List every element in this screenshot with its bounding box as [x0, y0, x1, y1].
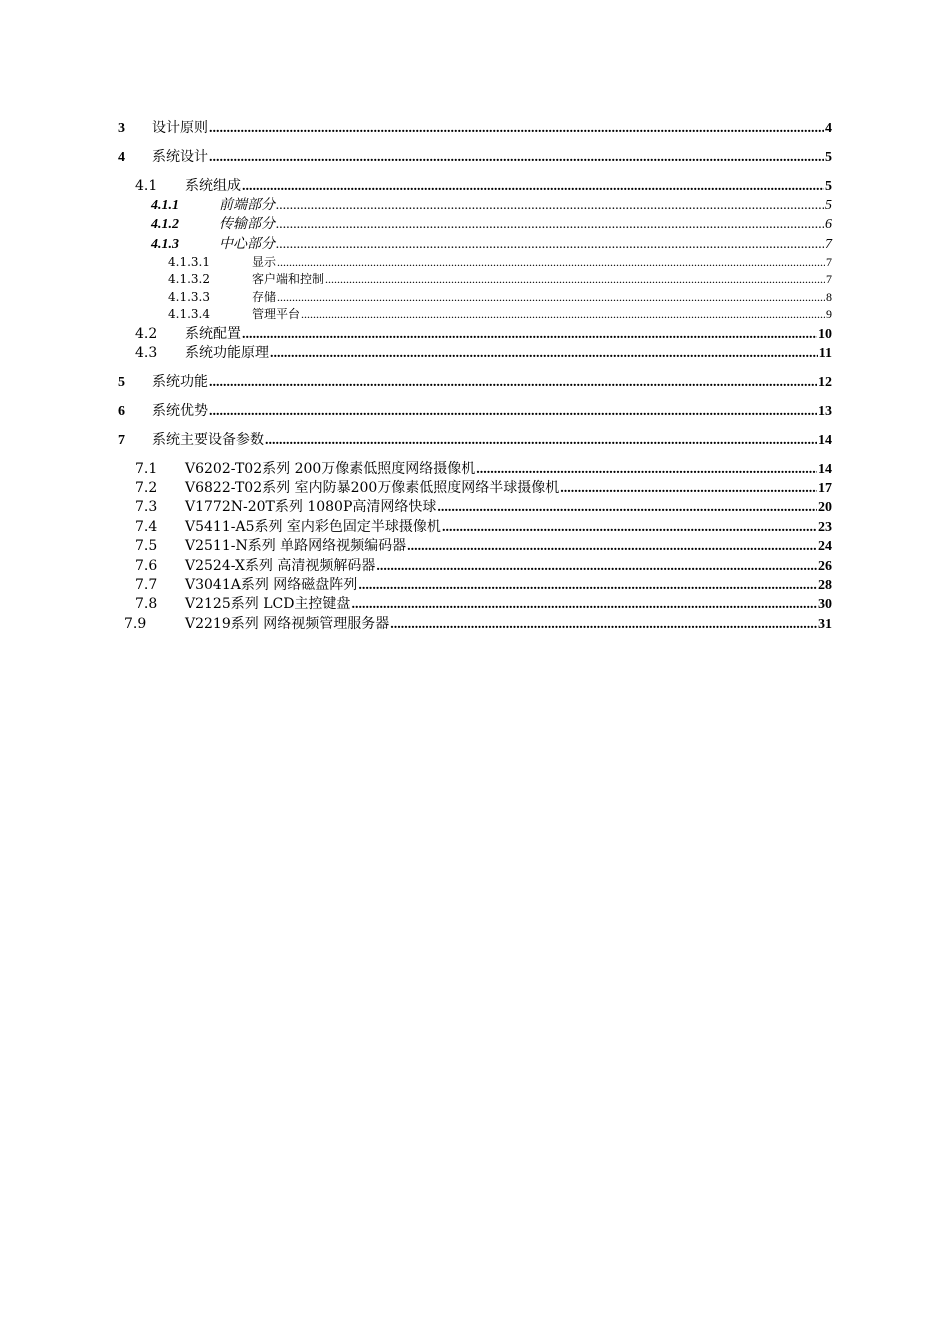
toc-number: 4.1.3.2: [168, 272, 210, 286]
toc-page: 13: [818, 404, 832, 419]
toc-leader: [209, 376, 817, 390]
toc-entry-7-7[interactable]: [135, 578, 832, 593]
toc-leader: [351, 598, 817, 612]
toc-page: 14: [818, 433, 832, 448]
toc-page: 30: [818, 597, 832, 612]
toc-leader: [560, 482, 817, 496]
toc-leader: [277, 291, 825, 303]
toc-entry-7-5[interactable]: [135, 539, 832, 554]
toc-entry-7-2[interactable]: [135, 481, 832, 496]
toc-leader: [209, 122, 824, 136]
toc-title: 设计原则: [152, 120, 208, 136]
toc-title: 传输部分: [219, 216, 275, 232]
toc-page: 6: [825, 217, 832, 232]
toc-number: 4.1: [135, 178, 158, 194]
toc-title: 中心部分: [219, 236, 275, 252]
toc-page: 26: [818, 559, 832, 574]
toc-title: V2125系列 LCD主控键盘: [185, 596, 351, 612]
toc-number: 7.4: [135, 519, 158, 535]
toc-entry-4-1-3-3[interactable]: [168, 291, 832, 303]
toc-entry-7-1[interactable]: [135, 462, 832, 477]
toc-number: 7.5: [135, 538, 158, 554]
toc-leader: [376, 560, 817, 574]
toc-number: 4.1.3.1: [168, 255, 210, 269]
toc-entry-4-1-3-4[interactable]: [168, 308, 832, 320]
toc-number: 7.2: [135, 480, 158, 496]
toc-number: 4.1.1: [151, 198, 179, 213]
toc-page: 7: [826, 255, 832, 269]
toc-number: 7.9: [124, 616, 147, 632]
toc-number: 7.7: [135, 577, 158, 593]
toc-leader: [276, 238, 824, 252]
toc-title: V2524-X系列 高清视频解码器: [185, 558, 376, 574]
toc-title: V5411-A5系列 室内彩色固定半球摄像机: [185, 519, 441, 535]
toc-page: 10: [818, 327, 832, 342]
toc-entry-3[interactable]: [118, 121, 832, 136]
toc-leader: [242, 180, 824, 194]
toc-page: 17: [818, 481, 832, 496]
toc-page: 31: [818, 617, 832, 632]
toc-number: 4.1.3.3: [168, 290, 210, 304]
toc-number: 7.1: [135, 461, 158, 477]
toc-title: 系统主要设备参数: [152, 432, 264, 448]
toc-entry-4-1-3[interactable]: [151, 237, 832, 252]
toc-number: 6: [118, 404, 125, 419]
toc-page: 5: [825, 150, 832, 165]
toc-page: 7: [825, 237, 832, 252]
toc-number: 3: [118, 121, 125, 136]
toc-title: 客户端和控制: [252, 272, 325, 286]
toc-page: 12: [818, 375, 832, 390]
toc-title: 管理平台: [252, 307, 301, 321]
toc-title: 显示: [252, 255, 277, 269]
toc-page: 9: [826, 307, 832, 321]
toc-leader: [325, 273, 825, 285]
toc-leader: [276, 218, 824, 232]
toc-leader: [476, 463, 817, 477]
toc-number: 4.1.3.4: [168, 307, 210, 321]
toc-entry-4-1[interactable]: [135, 179, 832, 194]
toc-number: 4.2: [135, 326, 158, 342]
toc-leader: [242, 328, 817, 342]
toc-title: 前端部分: [219, 197, 275, 213]
toc-leader: [390, 618, 817, 632]
toc-title: V6202-T02系列 200万像素低照度网络摄像机: [185, 461, 476, 477]
toc-entry-4-1-3-2[interactable]: [168, 273, 832, 285]
toc-entry-7-6[interactable]: [135, 559, 832, 574]
toc-number: 4.1.3: [151, 237, 179, 252]
toc-leader: [442, 521, 817, 535]
toc-number: 4.1.2: [151, 217, 179, 232]
toc-title: V1772N-20T系列 1080P高清网络快球: [185, 499, 437, 515]
toc-page: 20: [818, 500, 832, 515]
toc-entry-4-1-1[interactable]: [151, 198, 832, 213]
toc-title: 系统优势: [152, 403, 208, 419]
toc-leader: [209, 151, 824, 165]
toc-entry-7-3[interactable]: [135, 500, 832, 515]
toc-leader: [358, 579, 817, 593]
toc-page: 5: [825, 198, 832, 213]
toc-entry-4-3[interactable]: [135, 346, 832, 361]
toc-title: 系统组成: [185, 178, 241, 194]
toc-leader: [437, 501, 817, 515]
toc-leader: [277, 256, 825, 268]
toc-leader: [270, 347, 818, 361]
toc-title: V2511-N系列 单路网络视频编码器: [185, 538, 407, 554]
toc-entry-7-8[interactable]: [135, 597, 832, 612]
toc-leader: [209, 405, 817, 419]
toc-title: 系统功能: [152, 374, 208, 390]
toc-entry-4-1-2[interactable]: [151, 217, 832, 232]
toc-number: 7.6: [135, 558, 158, 574]
toc-entry-4[interactable]: [118, 150, 832, 165]
toc-title: 存储: [252, 290, 277, 304]
toc-entry-7[interactable]: [118, 433, 832, 448]
toc-title: V3041A系列 网络磁盘阵列: [185, 577, 358, 593]
toc-title: 系统功能原理: [185, 345, 269, 361]
toc-number: 7.8: [135, 596, 158, 612]
toc-entry-5[interactable]: [118, 375, 832, 390]
toc-number: 7.3: [135, 499, 158, 515]
toc-title: V6822-T02系列 室内防暴200万像素低照度网络半球摄像机: [185, 480, 560, 496]
toc-page: 11: [818, 346, 832, 361]
toc-number: 4.3: [135, 345, 158, 361]
toc-entry-6[interactable]: [118, 404, 832, 419]
toc-page: 28: [818, 578, 832, 593]
toc-page: 5: [825, 179, 832, 194]
toc-number: 7: [118, 433, 125, 448]
toc-leader: [301, 308, 825, 320]
toc-number: 4: [118, 150, 125, 165]
toc-title: V2219系列 网络视频管理服务器: [185, 616, 390, 632]
toc-page: 23: [818, 520, 832, 535]
toc-leader: [407, 540, 817, 554]
toc-page: 24: [818, 539, 832, 554]
toc-title: 系统配置: [185, 326, 241, 342]
toc-page: 14: [818, 462, 832, 477]
toc-page: 8: [826, 290, 832, 304]
toc-leader: [265, 434, 817, 448]
toc-page: 7: [826, 272, 832, 286]
toc-page: 4: [825, 121, 832, 136]
toc-number: 5: [118, 375, 125, 390]
toc-leader: [276, 199, 824, 213]
toc-entry-4-2[interactable]: [135, 327, 832, 342]
toc-entry-4-1-3-1[interactable]: [168, 256, 832, 268]
toc-entry-7-9[interactable]: [124, 617, 832, 632]
toc-title: 系统设计: [152, 149, 208, 165]
toc-entry-7-4[interactable]: [135, 520, 832, 535]
